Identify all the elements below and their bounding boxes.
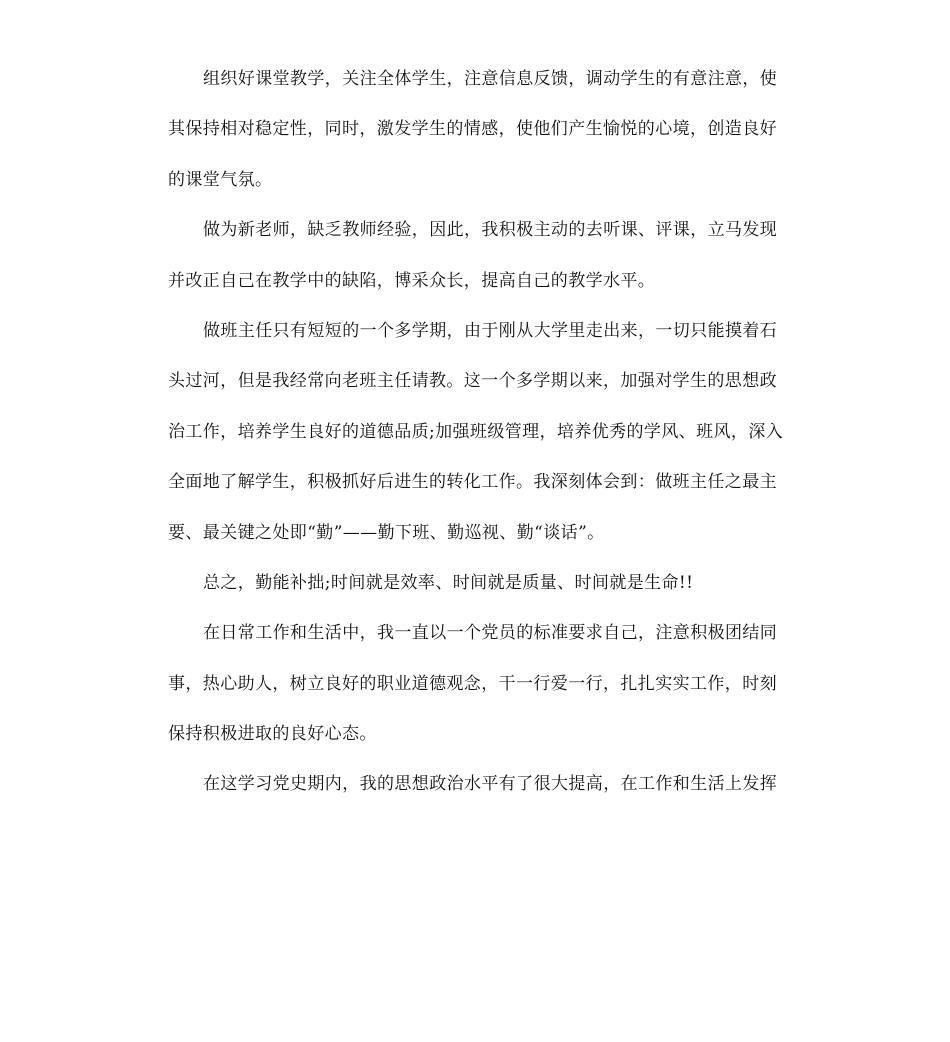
text-line: 其保持相对稳定性，同时，激发学生的情感，使他们产生愉悦的心境，创造良好 [168,119,777,140]
text-line: 治工作，培养学生良好的道德品质;加强班级管理，培养优秀的学风、班风，深入 [168,421,784,442]
text-line: 做班主任只有短短的一个多学期，由于刚从大学里走出来，一切只能摸着石 [203,320,778,341]
text-line: 在这学习党史期内，我的思想政治水平有了很大提高，在工作和生活上发挥 [203,774,778,795]
text-line: 组织好课堂教学，关注全体学生，注意信息反馈，调动学生的有意注意，使 [203,69,778,89]
text-line: 总之，勤能补拙;时间就是效率、时间就是质量、时间就是生命!! [203,572,694,593]
text-line: 并改正自己在教学中的缺陷，博采众长，提高自己的教学水平。 [168,270,656,291]
text-line: 的课堂气氛。 [168,169,273,190]
text-line: 头过河，但是我经常向老班主任请教。这一个多学期以来，加强对学生的思想政 [168,371,777,392]
document-body [168,54,782,810]
text-line: 做为新老师，缺乏教师经验，因此，我积极主动的去听课、评课，立马发现 [203,220,778,241]
text-line: 全面地了解学生，积极抓好后进生的转化工作。我深刻体会到：做班主任之最主 [168,472,777,493]
text-line: 保持积极进取的良好心态。 [168,724,377,745]
text-line: 在日常工作和生活中，我一直以一个党员的标准要求自己，注意积极团结同 [203,623,778,644]
text-line: 要、最关键之处即“勤”——勤下班、勤巡视、勤“谈话”。 [168,522,605,543]
text-line: 事，热心助人，树立良好的职业道德观念，干一行爱一行，扎扎实实工作，时刻 [168,673,777,694]
